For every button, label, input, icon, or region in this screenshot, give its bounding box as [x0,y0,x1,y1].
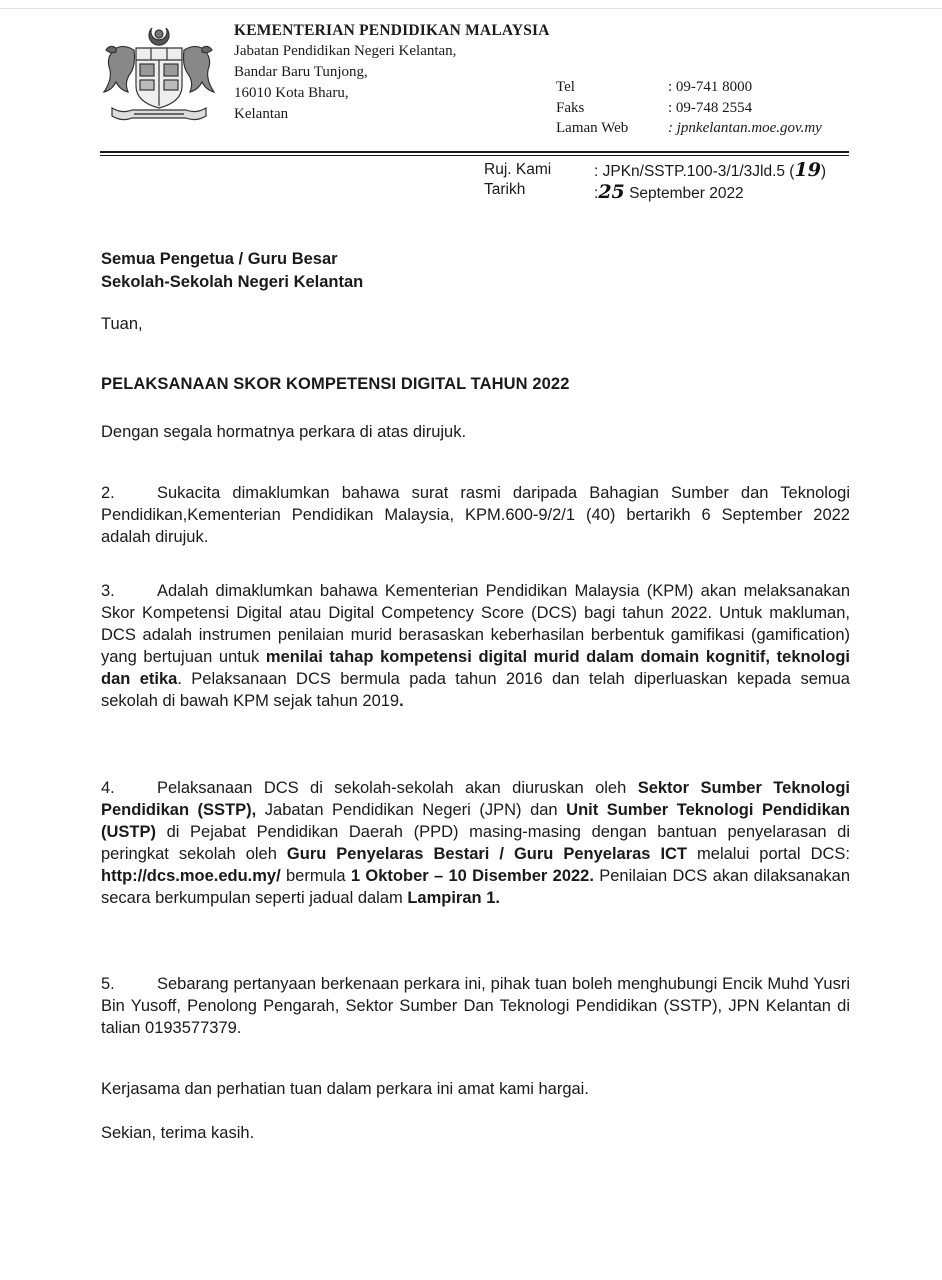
paragraph-bold-text: Lampiran 1. [407,889,500,907]
closing-line-2: Sekian, terima kasih. [101,1124,255,1142]
paragraph-text: Sukacita dimaklumkan bahawa surat rasmi daripada Bahagian Sumber dan Teknologi Pendidikan,Kementerian Pendidikan Malaysia, KPM.600-9/2/1 (40) bertarikh 6 September 2022 adalah dirujuk. [101,484,850,546]
tel-label: Tel [556,79,575,95]
letter-date [594,182,826,204]
paragraph-text: Sebarang pertanyaan berkenaan perkara ini, pihak tuan boleh menghubungi Encik Muhd Yusri Bin Yusoff, Penolong Pengarah, Sektor Sumber Dan Teknologi Pendidikan (SSTP), JPN Kelantan di talian 0193577379. [101,975,850,1037]
ref-value: : JPKn/SSTP.100-3/1/3Jld.5 ( [594,163,795,180]
fax-label: Faks [556,99,585,116]
fax-value: : 09-748 2554 [668,99,753,116]
paragraph-number: 4. [101,779,115,797]
paragraph-number: 3. [101,582,115,600]
paragraph-text: . Pelaksanaan DCS bermula pada tahun 2016 dan telah diperluaskan kepada semua sekolah di bawah KPM sejak tahun 2019 [101,670,850,710]
web-value: : jpnkelantan.moe.gov.my [668,120,822,136]
date-label: Tarikh [484,181,526,198]
paragraph-number: 2. [101,484,115,502]
paragraph-2 [101,482,850,548]
letterhead-address [234,20,550,125]
paragraph-text: Adalah dimaklumkan bahawa Kementerian Pendidikan Malaysia (KPM) akan melaksanakan Skor Kompetensi Digital atau Digital Competency Score (DCS) bagi tahun 2022. Untuk makluman, DCS adalah instrumen penilaian murid berasaskan keberhasilan berbentuk gamifikasi (gamification) yang bertujuan untuk [101,582,850,666]
paragraph-5 [101,973,850,1039]
coat-of-arms-icon [94,20,224,125]
paragraph-bold-text: 1 Oktober – 10 Disember 2022. [350,867,594,885]
addressee [101,248,850,293]
ref-handwritten-number: 19 [794,159,821,181]
letterhead-divider [100,151,849,153]
date-prefix: : [594,185,599,202]
address-line-2: 16010 Kota Bharu, [234,85,349,101]
portal-url: http://dcs.moe.edu.my/ [101,867,281,885]
paragraph-text: Pelaksanaan DCS di sekolah-sekolah akan diuruskan oleh [157,779,638,797]
letter-subject: PELAKSANAAN SKOR KOMPETENSI DIGITAL TAHUN 2022 [101,375,570,393]
paragraph-number: 5. [101,975,115,993]
paragraph-4 [101,777,850,909]
contact-labels [556,77,628,139]
date-handwritten-day: 25 [598,181,625,203]
reference-values [594,160,826,204]
ref-label: Ruj. Kami [484,161,552,178]
paragraph-text: Penilaian DCS akan dilaksanakan secara berkumpulan seperti jadual dalam [101,867,850,907]
address-state: Kelantan [234,106,289,122]
ministry-name: KEMENTERIAN PENDIDIKAN MALAYSIA [234,22,550,39]
closing-line-1: Kerjasama dan perhatian tuan dalam perkara ini amat kami hargai. [101,1080,589,1098]
paragraph-text: bermula [280,867,351,885]
paragraph-text: Jabatan Pendidikan Negeri (JPN) dan [256,801,567,819]
ref-close: ) [820,163,827,180]
intro-line: Dengan segala hormatnya perkara di atas dirujuk. [101,423,467,441]
paragraph-bold-text: Guru Penyelaras Bestari / Guru Penyelaras ICT [286,845,688,863]
paragraph-bold-text: Sektor Sumber Teknologi Pendidikan (SSTP), [101,779,850,819]
addressee-line-1: Semua Pengetua / Guru Besar [101,250,338,268]
paragraph-text: di Pejabat Pendidikan Daerah (PPD) masing-masing dengan bantuan penyelarasan di peringkat sekolah oleh [101,823,850,863]
paragraph-bold-text: Unit Sumber Teknologi Pendidikan (USTP) [101,801,850,841]
date-rest: September 2022 [624,185,744,202]
web-label: Laman Web [556,120,629,136]
page-edge [0,8,942,9]
paragraph-bold-text: . [399,692,404,710]
department-name: Jabatan Pendidikan Negeri Kelantan, [234,43,457,59]
paragraph-3 [101,580,850,712]
paragraph-text: melalui portal DCS: [687,845,850,863]
paragraph-bold-text: menilai tahap kompetensi digital murid dalam domain kognitif, teknologi dan etika [101,648,850,688]
reference-labels [484,160,551,200]
salutation: Tuan, [101,315,143,333]
addressee-line-2: Sekolah-Sekolah Negeri Kelantan [101,272,364,291]
tel-value: : 09-741 8000 [668,79,753,95]
address-line-1: Bandar Baru Tunjong, [234,64,368,80]
ref-number [594,160,826,182]
letterhead-divider-thin [100,155,849,156]
contact-values [668,77,822,139]
